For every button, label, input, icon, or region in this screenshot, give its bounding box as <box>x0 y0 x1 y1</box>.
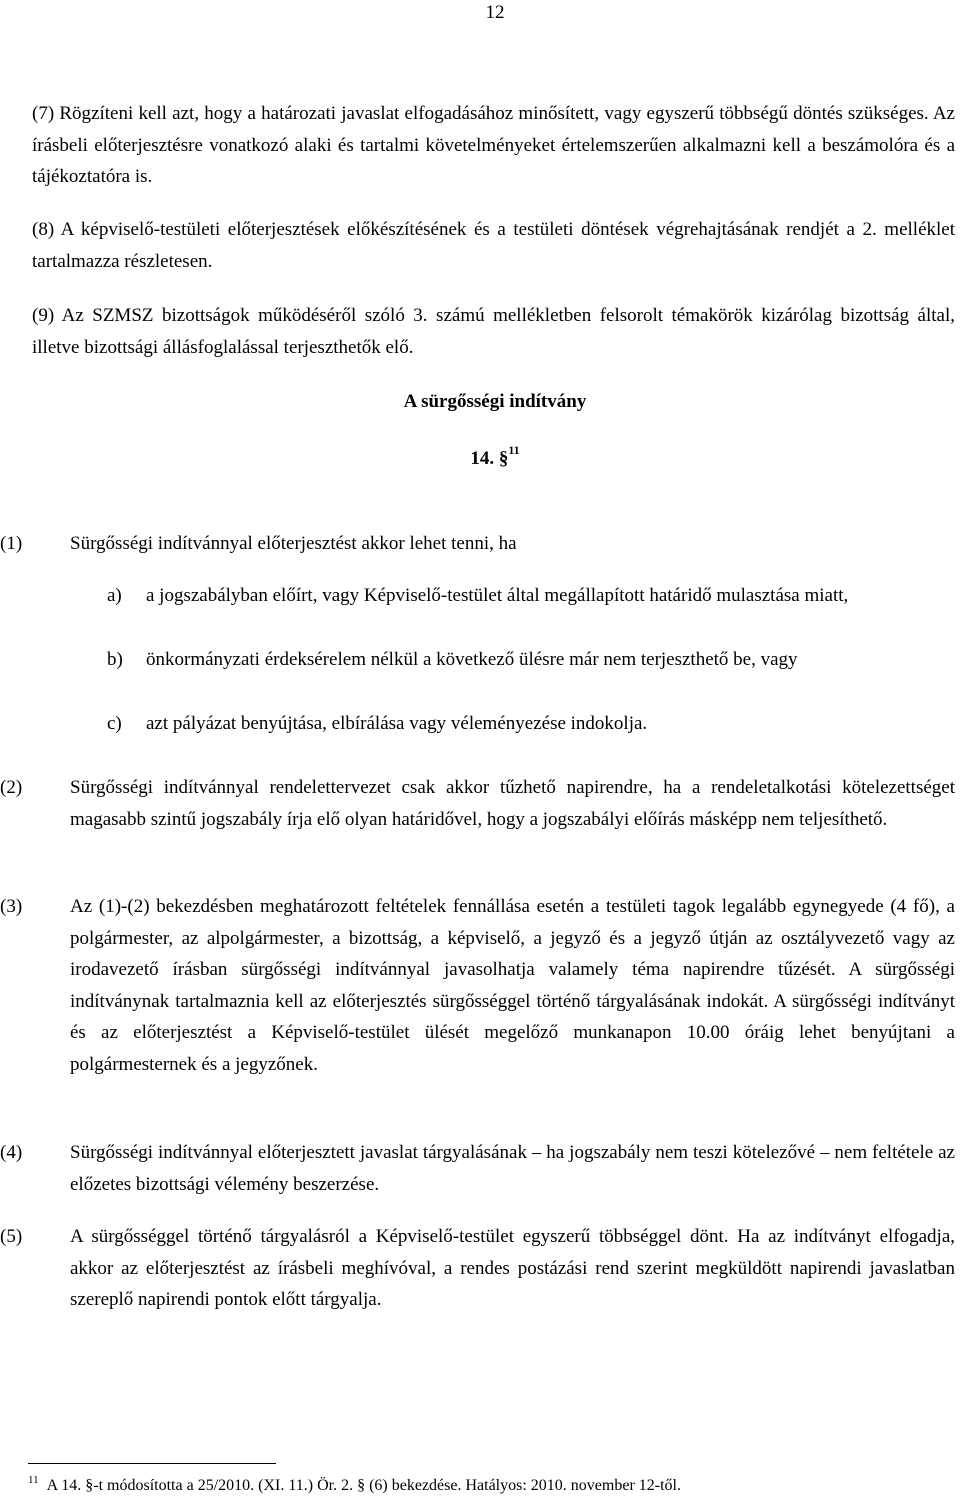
footnote-separator <box>28 1463 276 1464</box>
item-text: A sürgősséggel történő tárgyalásról a Képviselő-testület egyszerű többséggel dönt. Ha az indítványt elfogadja, akkor az előterjesztést az írásbeli meghívóval, a rendes postázási rend szerint megküldött napirendi javaslatban szereplő napirendi pontok előtt tárgyalja. <box>70 1226 955 1310</box>
footnote-reference: 11 <box>508 443 520 457</box>
footnote <box>28 1474 955 1498</box>
sub-item-c <box>107 708 955 740</box>
item-text: Sürgősségi indítvánnyal rendelettervezet csak akkor tűzhető napirendre, ha a rendeletalkotási kötelezettséget magasabb szintű jogszabály írja elő olyan határidővel, hogy a jogszabályi előírás másképp nem teljesíthető. <box>70 777 955 830</box>
section-title: A sürgősségi indítvány <box>403 391 587 412</box>
item-5 <box>0 1221 955 1316</box>
item-number: (5) <box>0 1226 23 1247</box>
sub-item-text: önkormányzati érdeksérelem nélkül a következő ülésre már nem terjeszthető be, vagy <box>146 649 798 670</box>
sub-item-b <box>107 644 955 676</box>
section-number <box>0 443 960 472</box>
item-text: Sürgősségi indítvánnyal előterjesztést akkor lehet tenni, ha <box>70 533 517 554</box>
sub-item-a <box>107 580 955 612</box>
footnote-mark: 11 <box>28 1474 39 1486</box>
item-2 <box>0 772 955 835</box>
page-number: 12 <box>485 2 505 23</box>
item-3 <box>0 891 955 1080</box>
item-number: (1) <box>0 533 23 554</box>
item-4 <box>0 1137 955 1200</box>
sub-item-letter: c) <box>107 713 122 734</box>
section-number-text: 14. § <box>470 448 509 469</box>
sub-item-text: azt pályázat benyújtása, elbírálása vagy véleményezése indokolja. <box>146 713 648 734</box>
paragraph-9: (9) Az SZMSZ bizottságok működéséről szóló 3. számú mellékletben felsorolt témakörök kizárólag bizottság által, illetve bizottsági állásfoglalással terjeszthetők elő. <box>32 305 955 358</box>
item-number: (3) <box>0 896 23 917</box>
sub-item-letter: a) <box>107 585 122 606</box>
item-text: Sürgősségi indítvánnyal előterjesztett javaslat tárgyalásának – ha jogszabály nem teszi kötelezővé – nem feltétele az előzetes bizottsági vélemény beszerzése. <box>70 1142 955 1195</box>
item-number: (4) <box>0 1142 23 1163</box>
sub-item-letter: b) <box>107 649 123 670</box>
paragraph-7: (7) Rögzíteni kell azt, hogy a határozati javaslat elfogadásához minősített, vagy egyszerű többségű döntés szükséges. Az írásbeli előterjesztésre vonatkozó alaki és tartalmi követelményeket értelemszerűen alkalmazni kell a beszámolóra és a tájékoztatóra is. <box>32 103 955 187</box>
footnote-text: A 14. §-t módosította a 25/2010. (XI. 11.) Ör. 2. § (6) bekezdése. Hatályos: 2010. november 12-től. <box>46 1477 681 1494</box>
item-number: (2) <box>0 777 23 798</box>
item-text: Az (1)-(2) bekezdésben meghatározott feltételek fennállása esetén a testületi tagok legalább egynegyede (4 fő), a polgármester, az alpolgármester, a bizottság, a képviselő, a jegyző és a jegyző útján az osztályvezető vagy az irodavezető írásban sürgősségi indítvánnyal javasolhatja valamely téma napirendre tűzését. A sürgősségi indítványnak tartalmaznia kell az előterjesztés sürgősséggel történő tárgyalásának indokát. A sürgősségi indítványt és az előterjesztést a Képviselő-testület ülését megelőző munkanapon 10.00 óráig lehet benyújtani a polgármesternek és a jegyzőnek. <box>70 896 955 1075</box>
sub-item-text: a jogszabályban előírt, vagy Képviselő-testület által megállapított határidő mulasztása miatt, <box>146 585 849 606</box>
paragraph-8: (8) A képviselő-testületi előterjesztések előkészítésének és a testületi döntések végrehajtásának rendjét a 2. melléklet tartalmazza részletesen. <box>32 219 955 272</box>
item-1 <box>0 528 955 560</box>
